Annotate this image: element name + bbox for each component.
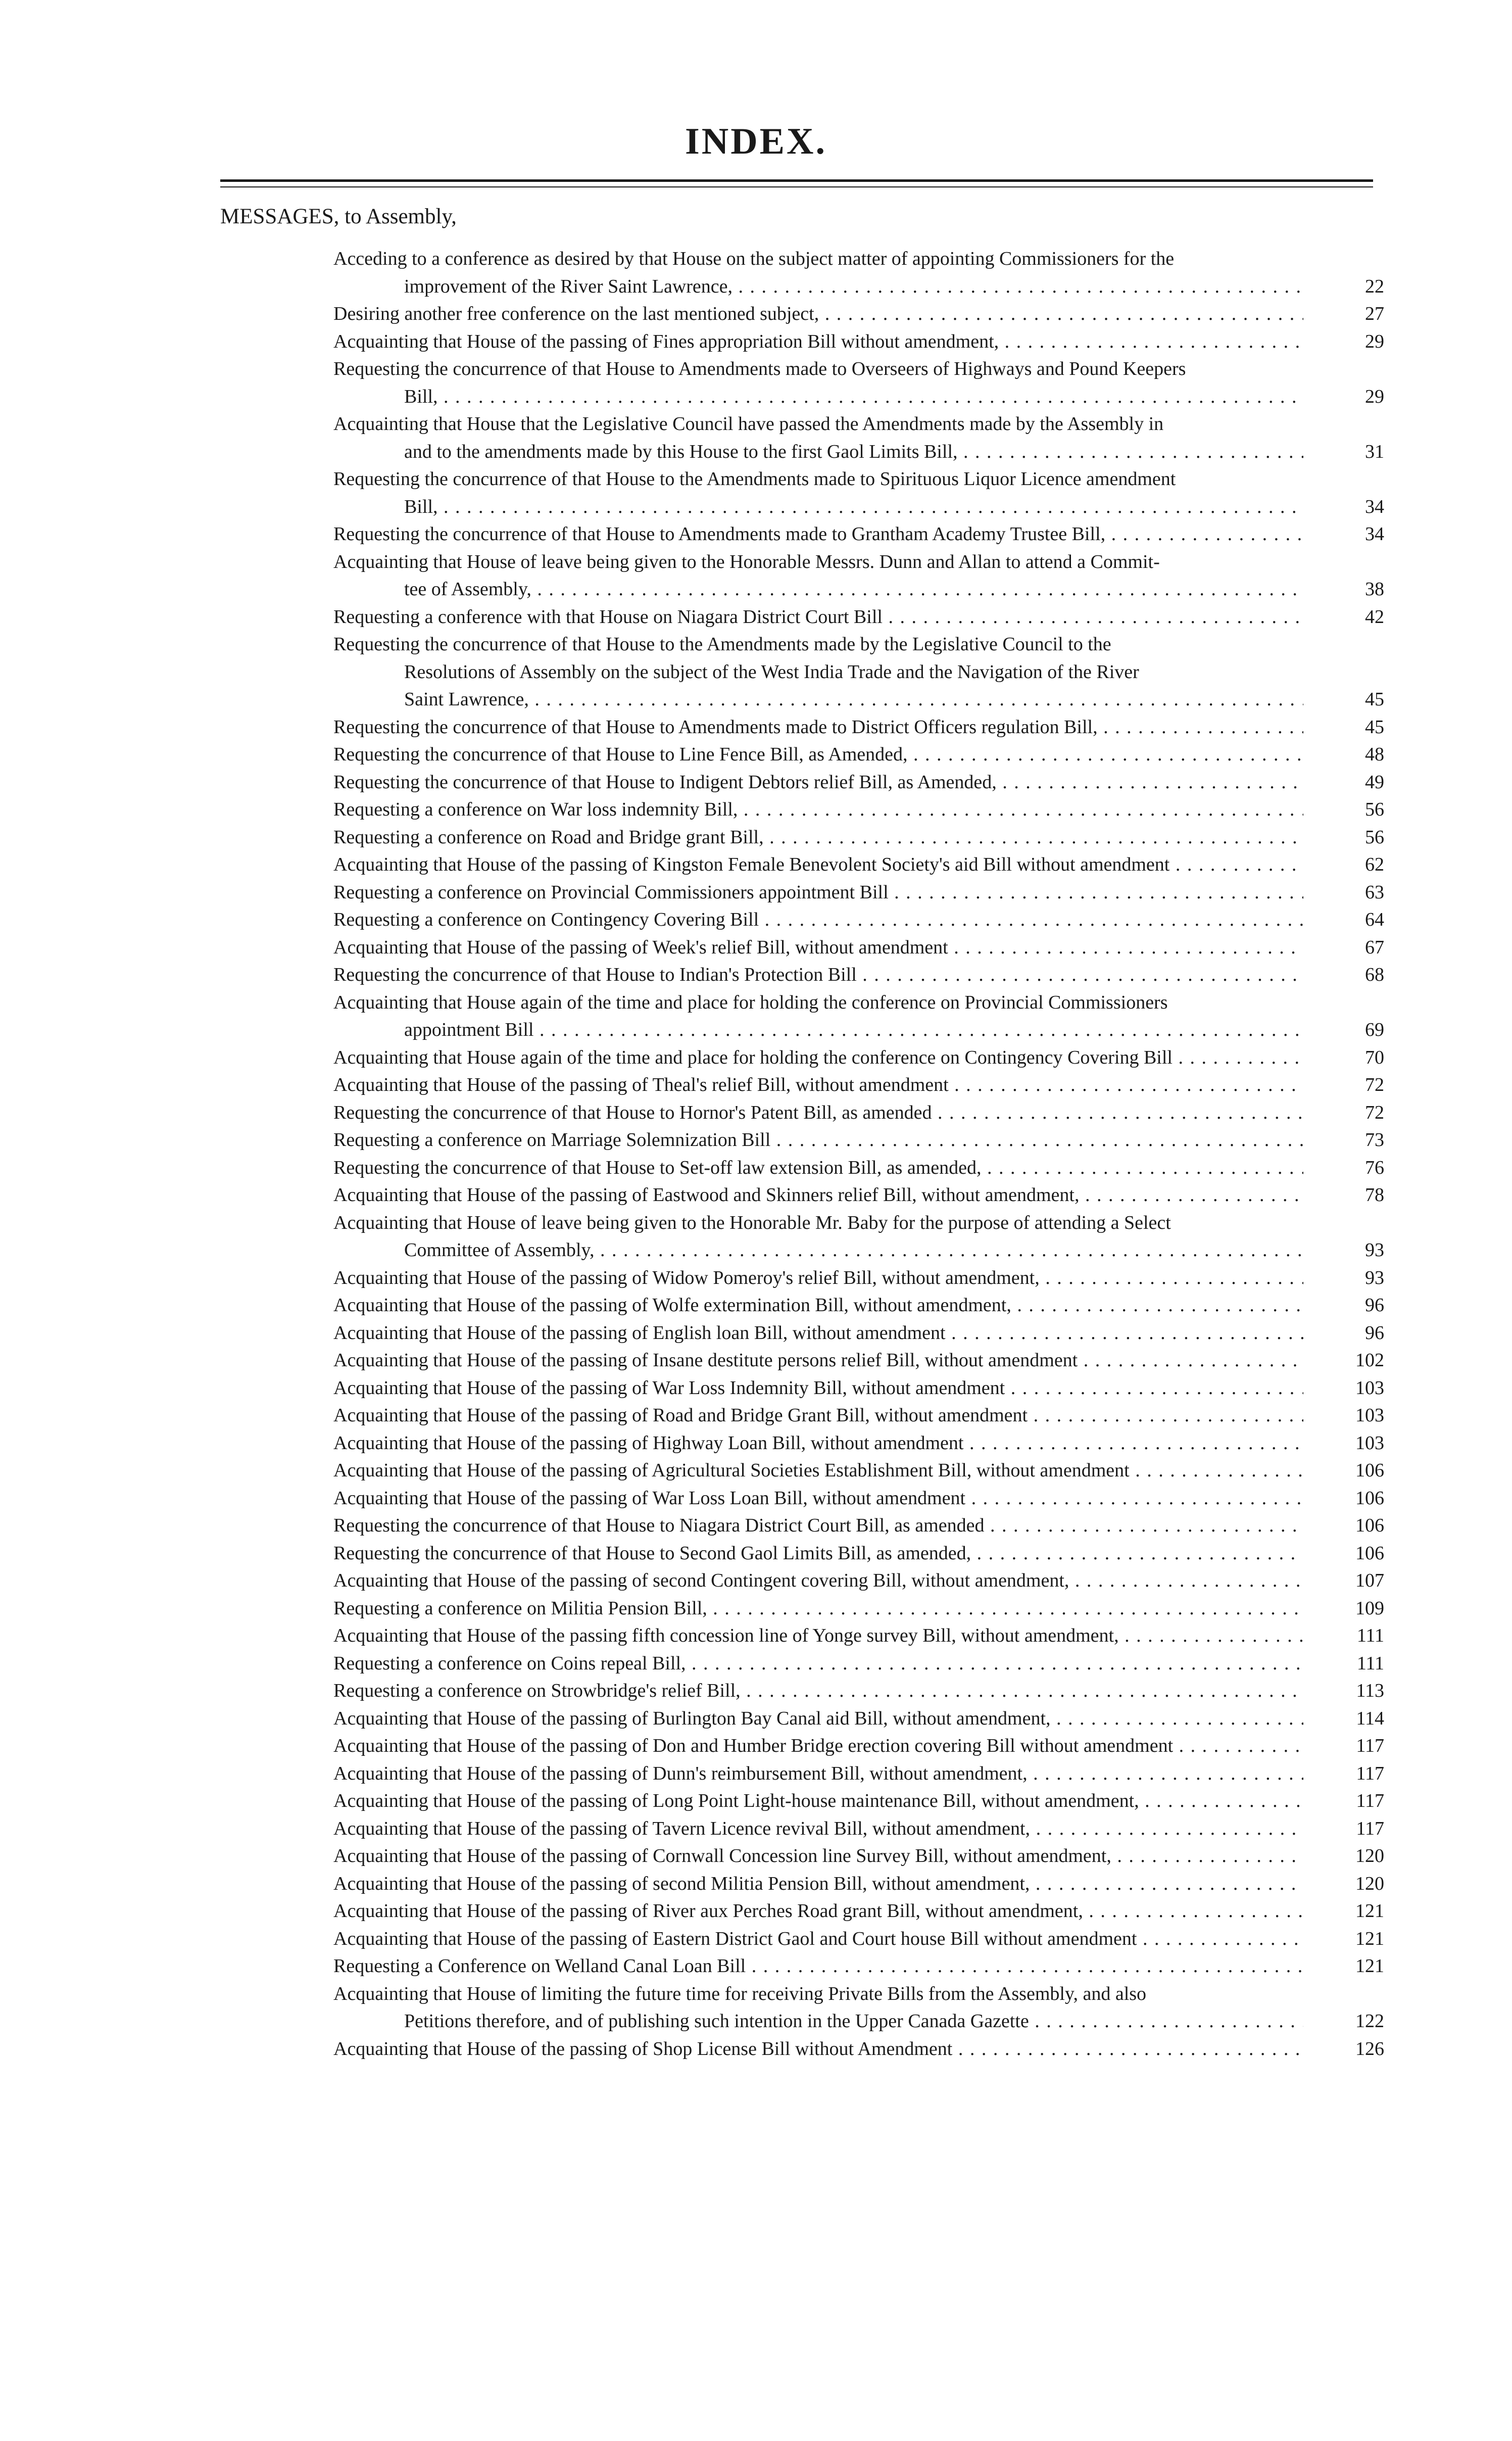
index-entry-text: Acquainting that House of the passing of Week's relief Bill, without amendment . . .: [333, 934, 1303, 961]
index-entry-text: Acquainting that House that the Legislative Council have passed the Amendments made by the Assembly in: [333, 413, 1164, 435]
index-entry-page-number: 121: [1355, 1955, 1384, 1977]
index-entry-page-number: 106: [1355, 1515, 1384, 1536]
index-entry-text: Acquainting that House of the passing of second Militia Pension Bill, without amendment, . . .: [333, 1871, 1303, 1897]
index-entry-text: Acquainting that House of the passing of Highway Loan Bill, without amendment . . .: [333, 1430, 1303, 1456]
index-entry-text: Requesting the concurrence of that House to Amendments made to Overseers of Highways and Pound Keepers: [333, 358, 1186, 379]
index-entry-text: Acquainting that House again of the time and place for holding the conference on Contingency Covering Bill . . .: [333, 1044, 1303, 1071]
index-entry-page-number: 121: [1355, 1900, 1384, 1922]
index-entry-text: Acquainting that House of the passing of Kingston Female Benevolent Society's aid Bill without amendment . . .: [333, 851, 1303, 878]
index-entry-text: Acquainting that House of the passing of Eastwood and Skinners relief Bill, without amendment, . . .: [333, 1182, 1303, 1208]
index-entry-page-number: 106: [1355, 1488, 1384, 1509]
index-entry-text: Acquainting that House again of the time and place for holding the conference on Provincial Commissioners: [333, 992, 1168, 1013]
index-entry-page-number: 121: [1355, 1928, 1384, 1949]
index-entry-page-number: 22: [1365, 276, 1384, 297]
section-heading: MESSAGES, to Assembly,: [220, 205, 457, 228]
index-entry-text: Acquainting that House of the passing of War Loss Loan Bill, without amendment . . .: [333, 1485, 1303, 1511]
index-entry-page-number: 42: [1365, 606, 1384, 628]
index-entry-page-number: 64: [1365, 909, 1384, 930]
index-entry-text: Requesting the concurrence of that House to Line Fence Bill, as Amended, . . .: [333, 741, 1303, 768]
index-entry-page-number: 49: [1365, 772, 1384, 793]
index-entry-text: Acquainting that House of the passing of Wolfe extermination Bill, without amendment, . . .: [333, 1292, 1303, 1318]
index-entry-text: Requesting the concurrence of that House to Niagara District Court Bill, as amended . . .: [333, 1512, 1303, 1539]
index-entry-page-number: 38: [1365, 579, 1384, 600]
page-title: INDEX.: [685, 121, 827, 162]
index-entry-text: Acquainting that House of the passing of Long Point Light-house maintenance Bill, without amendment, . . .: [333, 1788, 1303, 1814]
index-entry-text: Acquainting that House of the passing of Dunn's reimbursement Bill, without amendment, . . .: [333, 1760, 1303, 1787]
index-entry-text: Acquainting that House of the passing of English loan Bill, without amendment . . .: [333, 1320, 1303, 1346]
index-entry-page-number: 93: [1365, 1239, 1384, 1261]
index-entry-page-number: 122: [1355, 2011, 1384, 2032]
index-entry-continuation: and to the amendments made by this House to the first Gaol Limits Bill, . . .: [404, 439, 1303, 465]
index-entry-page-number: 103: [1355, 1432, 1384, 1454]
index-entry-page-number: 34: [1365, 496, 1384, 517]
index-entry-text: Acquainting that House of the passing of River aux Perches Road grant Bill, without amendment, . . .: [333, 1898, 1303, 1924]
index-entry-page-number: 67: [1365, 937, 1384, 958]
index-entry-page-number: 56: [1365, 827, 1384, 848]
index-entry-page-number: 120: [1355, 1873, 1384, 1894]
index-entry-text: Acquainting that House of limiting the future time for receiving Private Bills from the Assembly, and also: [333, 1983, 1147, 2004]
index-entry-page-number: 70: [1365, 1047, 1384, 1068]
index-entry-page-number: 126: [1355, 2038, 1384, 2060]
index-entry-text: Acquainting that House of the passing of War Loss Indemnity Bill, without amendment . . .: [333, 1375, 1303, 1401]
index-entry-text: Desiring another free conference on the last mentioned subject, . . .: [333, 301, 1303, 327]
index-entry-continuation: Saint Lawrence, . . .: [404, 686, 1303, 712]
index-entry-page-number: 120: [1355, 1845, 1384, 1866]
index-entry-page-number: 93: [1365, 1267, 1384, 1288]
index-entry-page-number: 103: [1355, 1405, 1384, 1426]
index-entry-page-number: 114: [1356, 1708, 1384, 1729]
index-entry-page-number: 111: [1356, 1625, 1384, 1646]
index-entry-continuation: Bill, . . .: [404, 494, 1303, 520]
index-entry-page-number: 56: [1365, 799, 1384, 820]
index-entry-text: Acquainting that House of leave being given to the Honorable Messrs. Dunn and Allan to attend a Commit-: [333, 551, 1160, 572]
index-entry-continuation: Petitions therefore, and of publishing such intention in the Upper Canada Gazette . . .: [404, 2008, 1303, 2034]
index-entry-page-number: 45: [1365, 716, 1384, 738]
index-entry-continuation: Resolutions of Assembly on the subject of the West India Trade and the Navigation of the River: [404, 661, 1139, 683]
index-entry-page-number: 111: [1356, 1653, 1384, 1674]
index-entry-text: Acquainting that House of the passing of Theal's relief Bill, without amendment . . .: [333, 1072, 1303, 1098]
index-entry-text: Requesting a conference with that House on Niagara District Court Bill . . .: [333, 604, 1303, 630]
index-entry-page-number: 29: [1365, 331, 1384, 352]
index-entry-text: Requesting a conference on Road and Bridge grant Bill, . . .: [333, 824, 1303, 850]
index-entry-text: Acquainting that House of the passing of Tavern Licence revival Bill, without amendment, . . .: [333, 1815, 1303, 1842]
index-entry-text: Requesting the concurrence of that House to Amendments made to Grantham Academy Trustee Bill, . . .: [333, 521, 1303, 547]
index-entry-page-number: 113: [1356, 1680, 1384, 1701]
index-entry-text: Acquainting that House of the passing of Don and Humber Bridge erection covering Bill without amendment . . .: [333, 1733, 1303, 1759]
index-entry-page-number: 78: [1365, 1184, 1384, 1206]
index-entry-text: Requesting a conference on Strowbridge's relief Bill, . . .: [333, 1678, 1303, 1704]
index-entry-continuation: Committee of Assembly, . . .: [404, 1237, 1303, 1263]
index-entry-page-number: 107: [1355, 1570, 1384, 1591]
index-entry-continuation: Bill, . . .: [404, 384, 1303, 410]
index-entry-page-number: 103: [1355, 1377, 1384, 1399]
index-entry-text: Requesting the concurrence of that House to the Amendments made by the Legislative Council to the: [333, 634, 1111, 655]
index-entry-page-number: 117: [1356, 1790, 1384, 1811]
index-entry-page-number: 27: [1365, 303, 1384, 324]
index-entry-page-number: 96: [1365, 1322, 1384, 1344]
index-entry-page-number: 48: [1365, 744, 1384, 765]
index-entry-text: Requesting a conference on Marriage Solemnization Bill . . .: [333, 1127, 1303, 1153]
index-entry-text: Requesting the concurrence of that House to the Amendments made to Spirituous Liquor Licence amendment: [333, 468, 1176, 490]
index-entry-text: Requesting a conference on Militia Pension Bill, . . .: [333, 1595, 1303, 1621]
index-entry-text: Requesting the concurrence of that House to Second Gaol Limits Bill, as amended, . . .: [333, 1540, 1303, 1566]
index-entry-page-number: 117: [1356, 1763, 1384, 1784]
index-entry-page-number: 63: [1365, 882, 1384, 903]
index-entry-text: Acquainting that House of the passing fifth concession line of Yonge survey Bill, without amendment, . . .: [333, 1622, 1303, 1649]
index-entry-page-number: 29: [1365, 386, 1384, 407]
index-entry-text: Acquainting that House of the passing of Agricultural Societies Establishment Bill, without amendment . . .: [333, 1457, 1303, 1483]
index-entry-page-number: 31: [1365, 441, 1384, 462]
index-entry-page-number: 106: [1355, 1543, 1384, 1564]
index-entry-text: Acquainting that House of the passing of Widow Pomeroy's relief Bill, without amendment, . . .: [333, 1265, 1303, 1291]
index-entry-text: Requesting a conference on Coins repeal Bill, . . .: [333, 1650, 1303, 1677]
index-entry-page-number: 72: [1365, 1102, 1384, 1123]
index-entry-text: Acquainting that House of the passing of second Contingent covering Bill, without amendment, . . .: [333, 1567, 1303, 1594]
index-entry-text: Requesting the concurrence of that House to Indigent Debtors relief Bill, as Amended, . . .: [333, 769, 1303, 795]
index-entry-text: Acceding to a conference as desired by that House on the subject matter of appointing Commissioners for the: [333, 248, 1175, 269]
index-entry-page-number: 45: [1365, 689, 1384, 710]
index-entry-text: Acquainting that House of the passing of Burlington Bay Canal aid Bill, without amendment, . . .: [333, 1705, 1303, 1732]
index-entry-text: Requesting the concurrence of that House to Amendments made to District Officers regulation Bill, . . .: [333, 714, 1303, 740]
index-entry-text: Acquainting that House of the passing of Insane destitute persons relief Bill, without amendment . . .: [333, 1347, 1303, 1373]
index-entry-text: Acquainting that House of the passing of Eastern District Gaol and Court house Bill without amendment . . .: [333, 1926, 1303, 1952]
index-entry-continuation: tee of Assembly, . . .: [404, 576, 1303, 602]
index-entry-page-number: 109: [1355, 1598, 1384, 1619]
index-entry-page-number: 102: [1355, 1350, 1384, 1371]
index-entry-text: Requesting the concurrence of that House to Set-off law extension Bill, as amended, . . .: [333, 1155, 1303, 1181]
index-entry-page-number: 106: [1355, 1460, 1384, 1481]
index-entry-page-number: 117: [1356, 1735, 1384, 1756]
index-entry-page-number: 76: [1365, 1157, 1384, 1178]
index-entry-page-number: 69: [1365, 1019, 1384, 1040]
index-entry-text: Requesting a conference on Provincial Commissioners appointment Bill . . .: [333, 879, 1303, 905]
index-entry-continuation: appointment Bill . . .: [404, 1017, 1303, 1043]
index-entry-text: Requesting the concurrence of that House to Indian's Protection Bill . . .: [333, 962, 1303, 988]
index-entry-page-number: 34: [1365, 523, 1384, 545]
index-entry-page-number: 62: [1365, 854, 1384, 875]
index-entry-page-number: 96: [1365, 1295, 1384, 1316]
index-entry-text: Acquainting that House of the passing of Shop License Bill without Amendment . . .: [333, 2036, 1303, 2062]
index-entry-text: Requesting a Conference on Welland Canal Loan Bill . . .: [333, 1953, 1303, 1979]
index-entry-page-number: 117: [1356, 1818, 1384, 1839]
index-entry-text: Requesting a conference on Contingency Covering Bill . . .: [333, 906, 1303, 933]
index-entry-page-number: 72: [1365, 1074, 1384, 1095]
index-entry-page-number: 73: [1365, 1129, 1384, 1151]
index-entry-continuation: improvement of the River Saint Lawrence, . . .: [404, 273, 1303, 300]
index-entry-text: Acquainting that House of the passing of Cornwall Concession line Survey Bill, without amendment, . . .: [333, 1843, 1303, 1869]
index-entry-text: Acquainting that House of the passing of Road and Bridge Grant Bill, without amendment . . .: [333, 1402, 1303, 1428]
index-entry-text: Acquainting that House of leave being given to the Honorable Mr. Baby for the purpose of attending a Select: [333, 1212, 1171, 1233]
index-entry-text: Requesting a conference on War loss indemnity Bill, . . .: [333, 796, 1303, 823]
index-entry-text: Requesting the concurrence of that House to Hornor's Patent Bill, as amended . . .: [333, 1099, 1303, 1126]
index-entry-page-number: 68: [1365, 964, 1384, 985]
index-entry-text: Acquainting that House of the passing of Fines appropriation Bill without amendment, . . .: [333, 328, 1303, 355]
